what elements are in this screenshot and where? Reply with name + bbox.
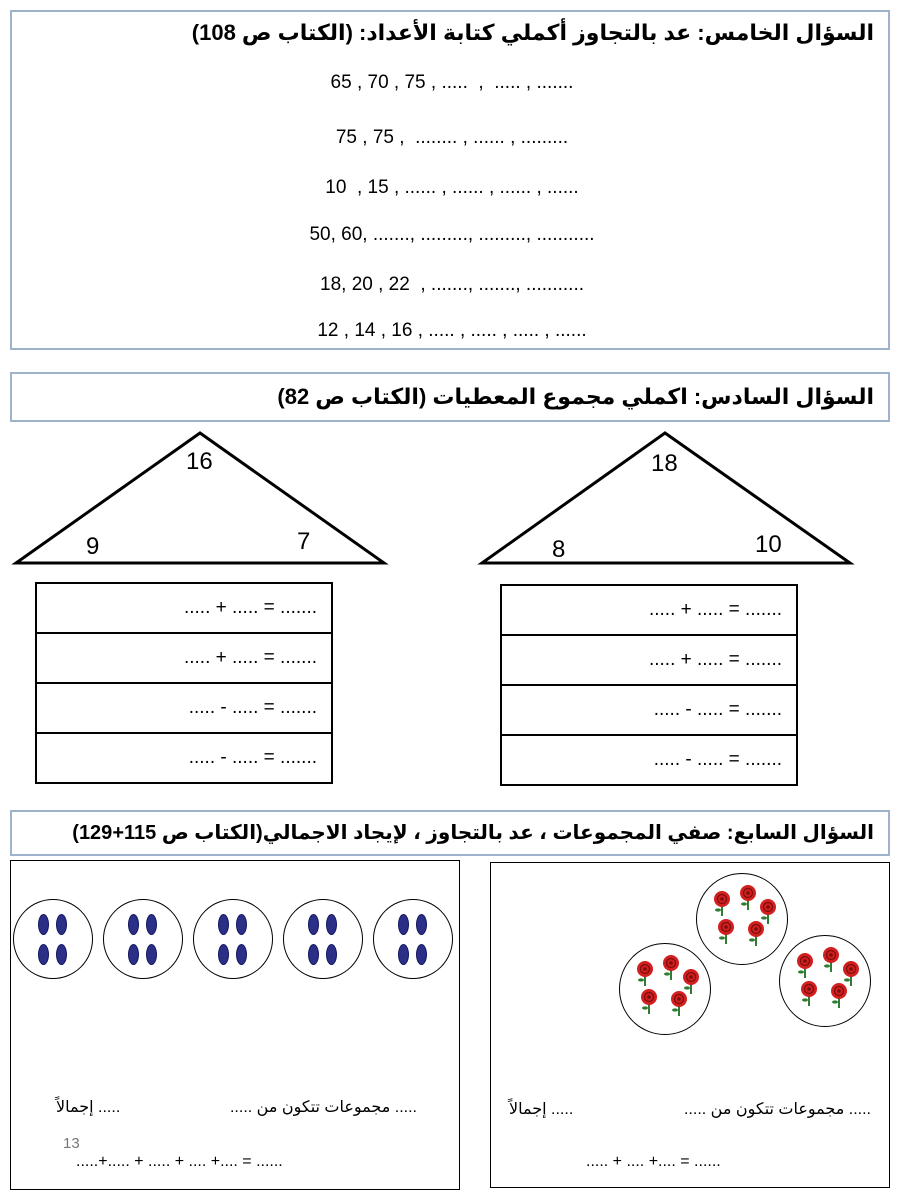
blue-oval-icon — [146, 944, 157, 965]
oval-group-circle — [103, 899, 183, 979]
blue-oval-icon — [416, 944, 427, 965]
page-number: 13 — [63, 1135, 80, 1152]
oval-group-circle — [13, 899, 93, 979]
question-5-box — [10, 10, 890, 350]
right-sentence-part-a: ..... مجموعات تتكون من ..... — [683, 1101, 871, 1118]
sequence-row-1: 65 , 70 , 75 , ..... , ..... , ....... — [330, 72, 574, 93]
equation-cell[interactable]: ..... + ..... = ....... — [36, 633, 332, 683]
blue-oval-icon — [416, 914, 427, 935]
sequence-row-6: 12 , 14 , 16 , ..... , ..... , ..... , ...... — [317, 320, 587, 341]
rose-icon — [820, 946, 842, 972]
oval-group-circle — [193, 899, 273, 979]
left-sentence-part-b: ..... إجمالاً — [56, 1099, 121, 1116]
right-equation-table — [500, 584, 798, 786]
blue-oval-icon — [56, 914, 67, 935]
right-triangle-top: 18 — [651, 450, 678, 477]
question-7-title: السؤال السابع: صفي المجموعات ، عد بالتجاوز ، لإيجاد الاجمالي(الكتاب ص 115+129) — [72, 822, 874, 844]
right-addition-line: ..... + .... +.... = ...... — [586, 1153, 721, 1170]
rose-icon — [638, 988, 660, 1014]
blue-oval-icon — [236, 914, 247, 935]
left-triangle-bottom-left: 9 — [86, 533, 100, 560]
blue-oval-icon — [218, 914, 229, 935]
rose-icon — [668, 990, 690, 1016]
sequence-row-5: 18, 20 , 22 , ......., ......., ........... — [320, 274, 584, 295]
rose-icon — [711, 890, 733, 916]
rose-icon — [794, 952, 816, 978]
right-sentence-part-b: ..... إجمالاً — [509, 1101, 574, 1118]
rose-icon — [634, 960, 656, 986]
equation-cell[interactable]: ..... - ..... = ....... — [36, 683, 332, 733]
right-groups-panel — [490, 862, 890, 1188]
left-sentence-part-a: ..... مجموعات تتكون من ..... — [229, 1099, 417, 1116]
right-triangle-bottom-right: 10 — [755, 531, 782, 558]
rose-icon — [745, 920, 767, 946]
rose-icon — [798, 980, 820, 1006]
left-triangle-bottom-right: 7 — [297, 528, 311, 555]
rose-group-circle — [696, 873, 788, 965]
blue-oval-icon — [326, 944, 337, 965]
question-7-box — [10, 810, 890, 856]
blue-oval-icon — [38, 944, 49, 965]
equation-cell[interactable]: ..... - ..... = ....... — [501, 685, 797, 735]
blue-oval-icon — [398, 944, 409, 965]
blue-oval-icon — [398, 914, 409, 935]
question-5-title: السؤال الخامس: عد بالتجاوز أكملي كتابة الأعداد: (الكتاب ص 108) — [191, 20, 874, 45]
blue-oval-icon — [308, 914, 319, 935]
blue-oval-icon — [308, 944, 319, 965]
rose-group-circle — [779, 935, 871, 1027]
left-triangle-top: 16 — [186, 448, 213, 475]
rose-group-circle — [619, 943, 711, 1035]
rose-icon — [737, 884, 759, 910]
question-6-box — [10, 372, 890, 422]
equation-cell[interactable]: ..... + ..... = ....... — [36, 583, 332, 633]
equation-cell[interactable]: ..... + ..... = ....... — [501, 585, 797, 635]
equation-cell[interactable]: ..... - ..... = ....... — [36, 733, 332, 783]
left-addition-line: .....+..... + ..... + .... +.... = ...... — [76, 1153, 283, 1170]
oval-group-circle — [373, 899, 453, 979]
blue-oval-icon — [128, 944, 139, 965]
equation-cell[interactable]: ..... + ..... = ....... — [501, 635, 797, 685]
blue-oval-icon — [218, 944, 229, 965]
question-6-title: السؤال السادس: اكملي مجموع المعطيات (الكتاب ص 82) — [277, 384, 874, 409]
sequence-row-4: 50, 60, ......., ........., ........., ........... — [309, 224, 595, 245]
sequence-row-3: 10 , 15 , ...... , ...... , ...... , ...... — [325, 177, 579, 198]
rose-icon — [828, 982, 850, 1008]
rose-icon — [715, 918, 737, 944]
rose-icon — [660, 954, 682, 980]
equation-cell[interactable]: ..... - ..... = ....... — [501, 735, 797, 785]
right-triangle-bottom-left: 8 — [552, 536, 566, 563]
left-groups-panel — [10, 860, 460, 1190]
left-equation-table — [35, 582, 333, 784]
blue-oval-icon — [146, 914, 157, 935]
blue-oval-icon — [326, 914, 337, 935]
sequence-row-2: 75 , 75 , ........ , ...... , ......... — [335, 127, 569, 148]
blue-oval-icon — [38, 914, 49, 935]
oval-group-circle — [283, 899, 363, 979]
blue-oval-icon — [128, 914, 139, 935]
blue-oval-icon — [236, 944, 247, 965]
blue-oval-icon — [56, 944, 67, 965]
